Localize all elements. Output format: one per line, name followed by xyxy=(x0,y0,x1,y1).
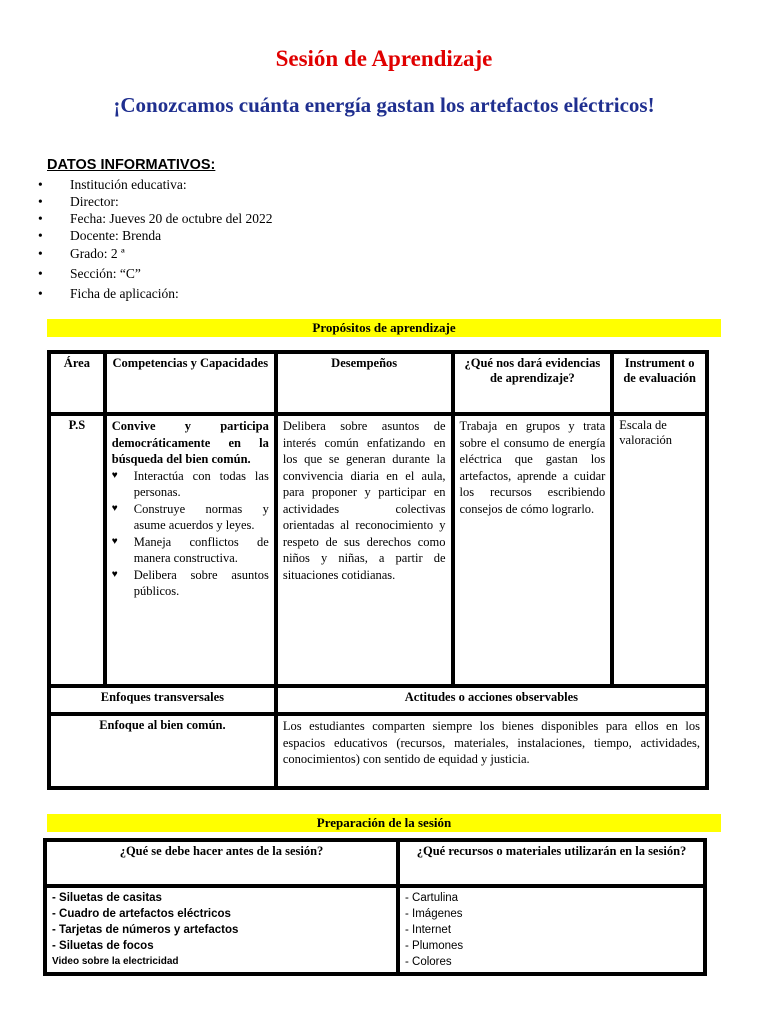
bullet-icon: • xyxy=(38,246,43,261)
list-item: - Siluetas de focos xyxy=(52,940,154,952)
area-cell: P.S xyxy=(49,414,105,686)
desempeno-cell: Delibera sobre asuntos de interés común enfatizando en los que se generan durante la convivencia diaria en el aula, para proponer y participar en actividades colectivas orientadas al reconocimiento y respeto de sus derechos como niños y niñas, a partir de situaciones cotidianas. xyxy=(276,414,453,686)
header-area: Área xyxy=(49,352,105,414)
table-row xyxy=(49,414,707,686)
competencia-text: Convive y participa democráticamente en la búsqueda del bien común. xyxy=(111,419,269,466)
recursos-cell xyxy=(398,886,705,974)
list-item: - Tarjetas de números y artefactos xyxy=(52,924,239,936)
table-row xyxy=(45,886,705,974)
enfoque-cell: Enfoque al bien común. xyxy=(49,714,276,788)
table-header-row xyxy=(45,840,705,886)
table-row xyxy=(49,714,707,788)
propositos-table xyxy=(47,350,709,790)
list-item: - Colores xyxy=(405,956,452,968)
bullet-icon: • xyxy=(38,194,43,209)
capacidades-list xyxy=(112,468,269,600)
list-item: - Cuadro de artefactos eléctricos xyxy=(52,908,231,920)
enfoques-header: Enfoques transversales xyxy=(49,686,276,714)
preparacion-bar: Preparación de la sesión xyxy=(47,814,721,832)
list-item: - Internet xyxy=(405,924,452,936)
header-antes: ¿Qué se debe hacer antes de la sesión? xyxy=(45,840,398,886)
list-item: - Siluetas de casitas xyxy=(52,892,162,904)
evidencia-cell: Trabaja en grupos y trata sobre el consumo de energía eléctrica que gastan los artefactos, aprende a cuidar los recursos escribiendo consejos de cómo lograrlo. xyxy=(453,414,613,686)
header-competencias: Competencias y Capacidades xyxy=(105,352,276,414)
datos-informativos-heading: DATOS INFORMATIVOS: xyxy=(47,157,216,173)
heart-icon: ♥ xyxy=(111,502,118,514)
list-item: ♥ Construye normas y asume acuerdos y leyes. xyxy=(111,501,269,532)
table-row xyxy=(49,686,707,714)
list-item: - Cartulina xyxy=(405,892,459,904)
bullet-icon: • xyxy=(38,211,43,226)
page-title: Sesión de Aprendizaje xyxy=(275,46,493,71)
bullet-icon: • xyxy=(38,177,43,192)
competencia-cell xyxy=(105,414,276,686)
heart-icon: ♥ xyxy=(111,535,118,547)
bullet-icon: • xyxy=(38,228,43,243)
actitudes-header: Actitudes o acciones observables xyxy=(276,686,707,714)
actitud-cell: Los estudiantes comparten siempre los bienes disponibles para ellos en los espacios educativos (recursos, materiales, instalaciones, tiempo, actividades, conocimientos) con sentido de equidad y justicia. xyxy=(276,714,707,788)
list-item: - Imágenes xyxy=(405,908,463,920)
bullet-icon: • xyxy=(38,266,43,281)
list-item: - Plumones xyxy=(405,940,464,952)
propositos-bar: Propósitos de aprendizaje xyxy=(47,319,721,337)
header-instrumento: Instrument o de evaluación xyxy=(612,352,707,414)
list-item: ♥ Interactúa con todas las personas. xyxy=(111,468,269,499)
antes-cell xyxy=(45,886,398,974)
list-item: ♥ Maneja conflictos de manera constructiva. xyxy=(111,534,269,565)
preparacion-table xyxy=(43,838,707,976)
session-subtitle: ¡Conozcamos cuánta energía gastan los artefactos eléctricos! xyxy=(113,93,655,117)
header-evidencias: ¿Qué nos dará evidencias de aprendizaje? xyxy=(453,352,613,414)
list-item: Video sobre la electricidad xyxy=(52,956,179,967)
bullet-icon: • xyxy=(38,286,43,301)
heart-icon: ♥ xyxy=(111,568,118,580)
table-header-row xyxy=(49,352,707,414)
header-desempenos: Desempeños xyxy=(276,352,453,414)
recursos-list xyxy=(405,890,698,970)
heart-icon: ♥ xyxy=(111,469,118,481)
header-recursos: ¿Qué recursos o materiales utilizarán en la sesión? xyxy=(398,840,705,886)
list-item: ♥ Delibera sobre asuntos públicos. xyxy=(111,567,269,598)
instrumento-cell: Escala de valoración xyxy=(612,414,707,686)
antes-list xyxy=(52,890,391,970)
